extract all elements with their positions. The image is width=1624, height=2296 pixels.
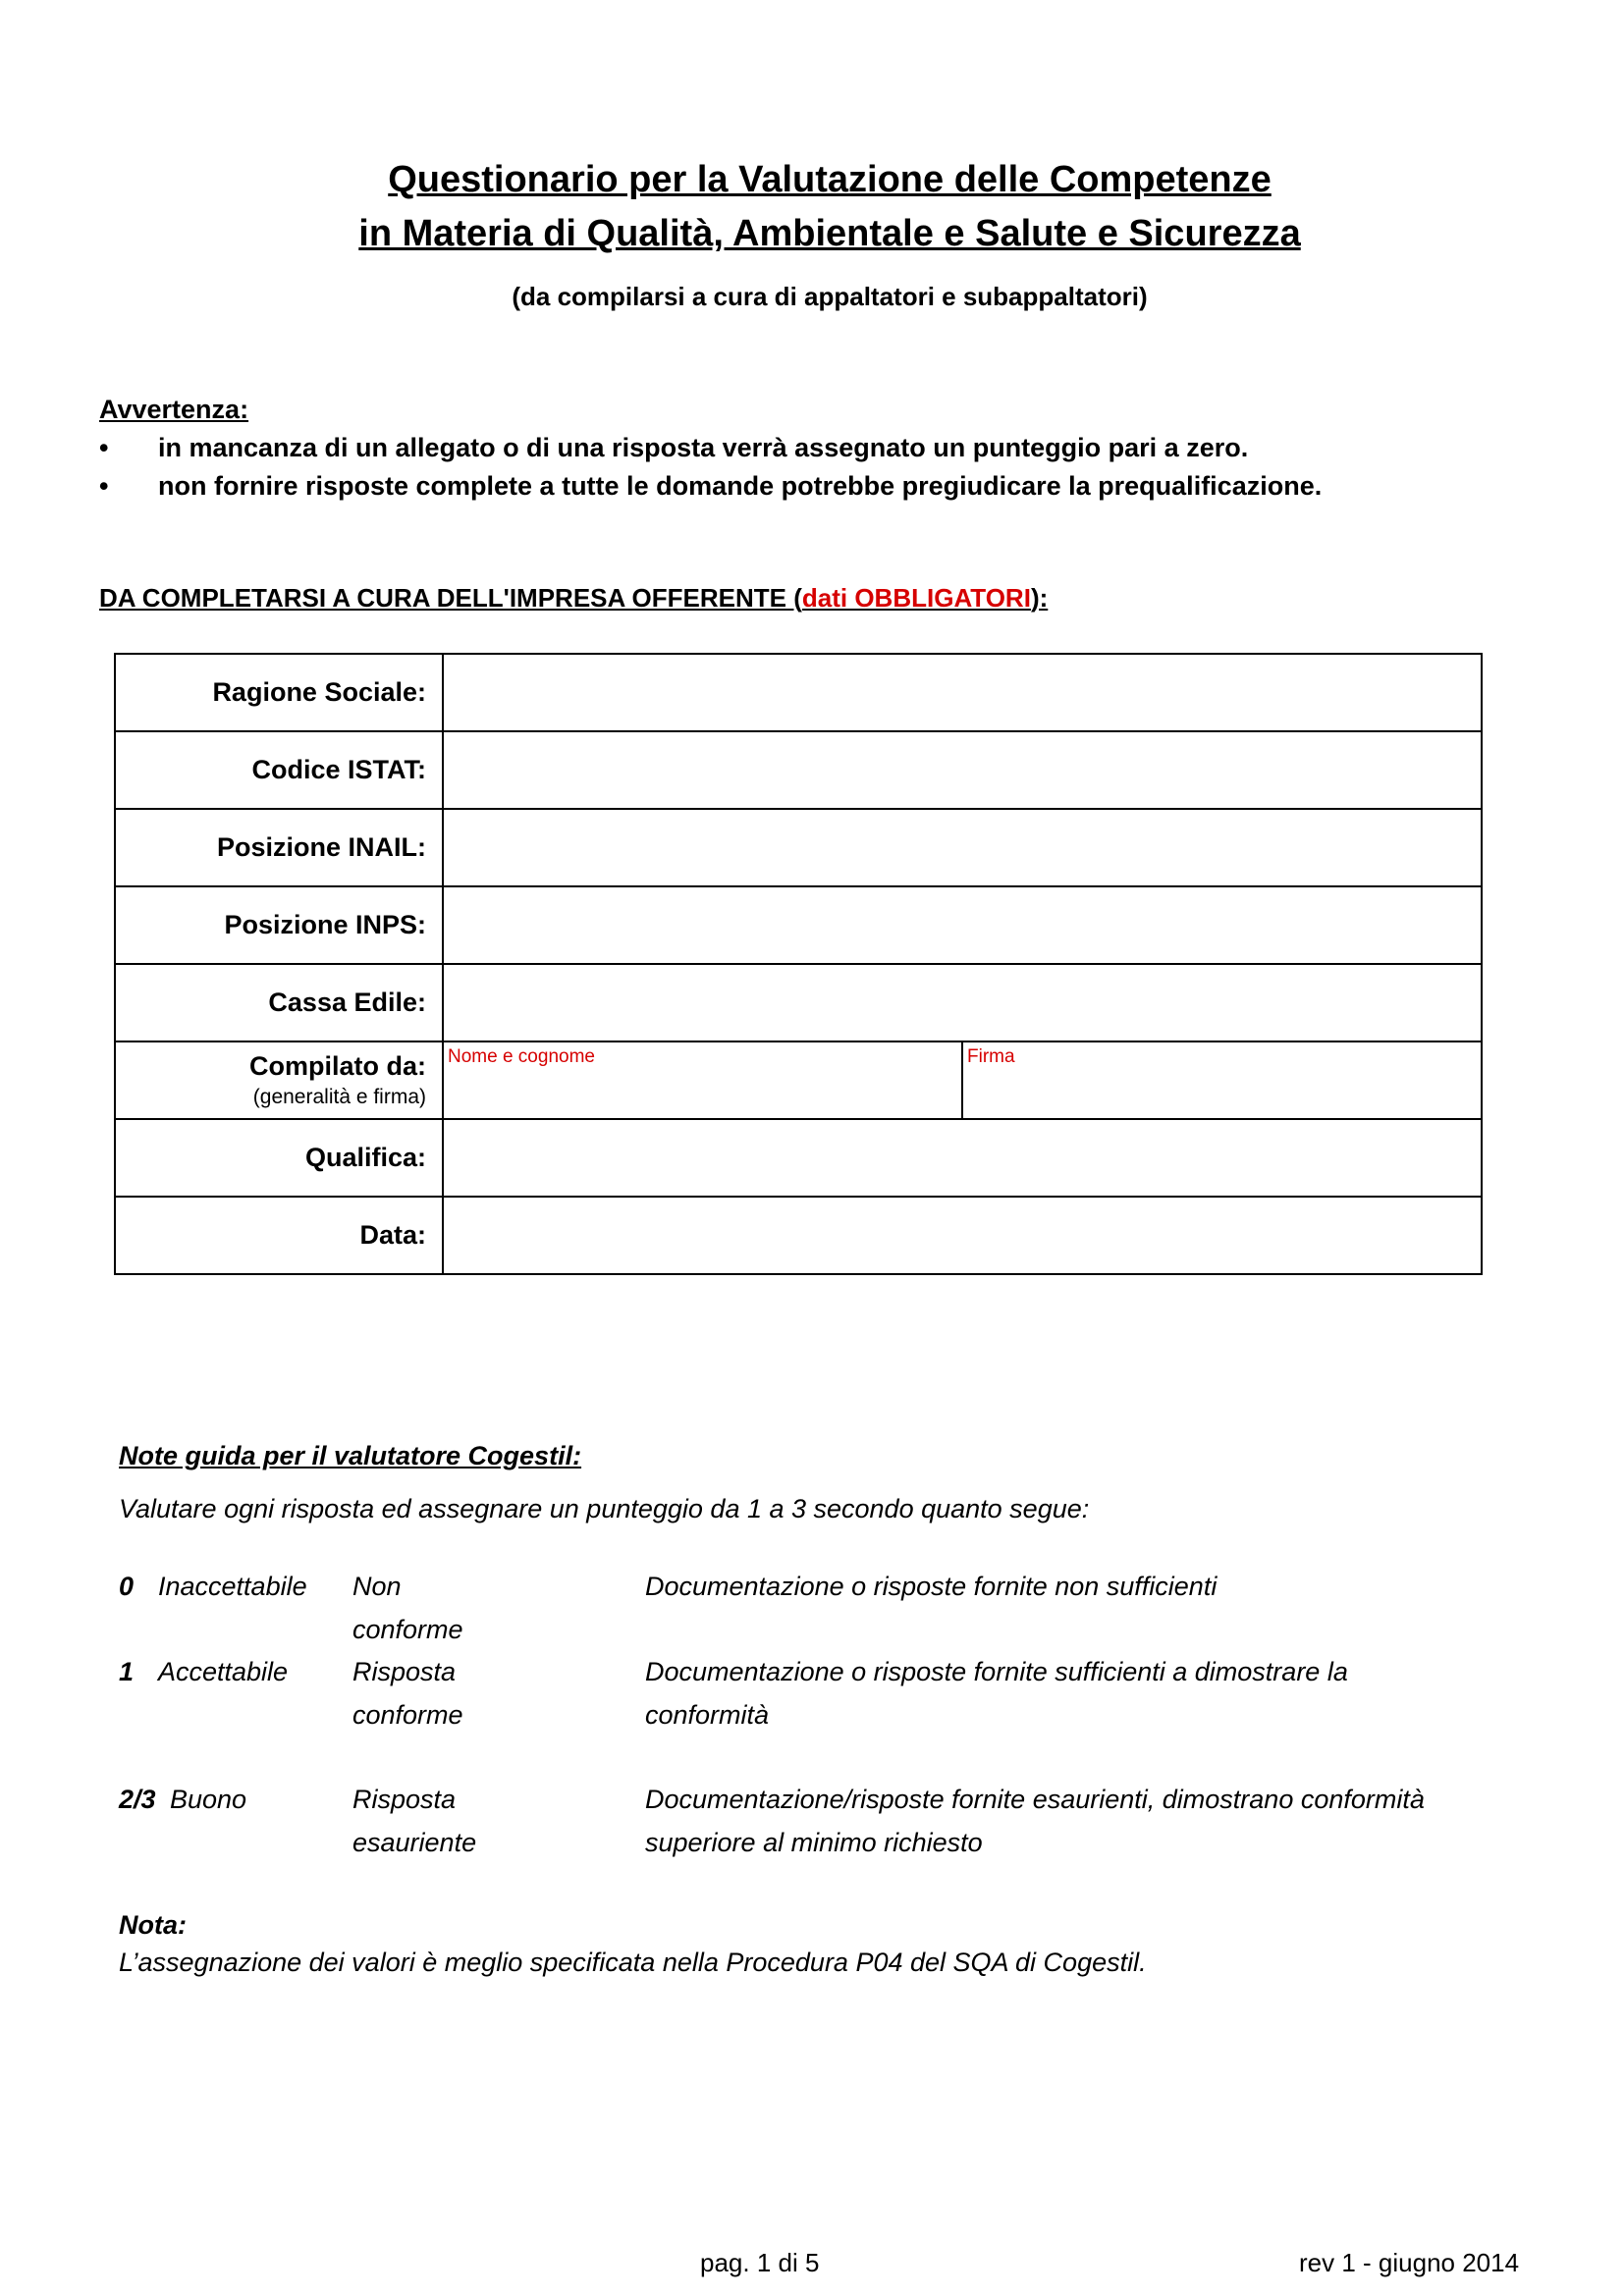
warning-item-text: in mancanza di un allegato o di una risposta verrà assegnato un punteggio pari a zero. xyxy=(158,433,1249,462)
revision-label: rev 1 - giugno 2014 xyxy=(1299,2248,1520,2277)
scale-score: 2/3 xyxy=(119,1785,156,1814)
form-label: Codice ISTAT: xyxy=(115,731,443,809)
scale-description: Documentazione/risposte fornite esaurienti, dimostrano conformità superiore al minimo richiesto xyxy=(645,1785,1425,1857)
scale-response: Risposta conforme xyxy=(352,1657,463,1730)
document-subtitle: (da compilarsi a cura di appaltatori e subappaltatori) xyxy=(512,282,1148,311)
scale-description: Documentazione o risposte fornite non sufficienti xyxy=(645,1572,1218,1601)
form-row-compilato-da xyxy=(115,1041,1482,1119)
section-heading-prefix: DA COMPLETARSI A CURA DELL'IMPRESA OFFERENTE ( xyxy=(99,583,802,613)
form-row-ragione-sociale xyxy=(115,654,1482,731)
nome-cognome-hint: Nome e cognome xyxy=(448,1046,595,1067)
scale-score: 1 xyxy=(119,1657,135,1686)
form-label: Cassa Edile: xyxy=(115,964,443,1041)
form-row-posizione-inail xyxy=(115,809,1482,886)
bullet-icon: • xyxy=(99,433,109,462)
compilato-da-sublabel: (generalità e firma) xyxy=(252,1086,426,1108)
data-field[interactable] xyxy=(443,1197,1482,1274)
guide-intro: Valutare ogni risposta ed assegnare un punteggio da 1 a 3 secondo quanto segue: xyxy=(119,1494,1090,1523)
cassa-edile-field[interactable] xyxy=(443,964,1482,1041)
form-label xyxy=(115,1041,443,1119)
scale-response: Non conforme xyxy=(352,1572,463,1644)
scale-response: Risposta esauriente xyxy=(352,1785,477,1857)
bullet-icon: • xyxy=(99,471,109,501)
form-label: Ragione Sociale: xyxy=(115,654,443,731)
nome-cognome-field[interactable] xyxy=(444,1042,961,1118)
form-row-data xyxy=(115,1197,1482,1274)
nota-text: L’assegnazione dei valori è meglio specificata nella Procedura P04 del SQA di Cogestil. xyxy=(119,1948,1147,1977)
form-row-codice-istat xyxy=(115,731,1482,809)
document-title-line2: in Materia di Qualità, Ambientale e Salute e Sicurezza xyxy=(358,213,1301,254)
warning-item xyxy=(99,471,1322,502)
scale-level: Buono xyxy=(170,1785,247,1814)
section-heading xyxy=(99,583,1048,614)
posizione-inps-field[interactable] xyxy=(443,886,1482,964)
scale-description: Documentazione o risposte fornite sufficienti a dimostrare la conformità xyxy=(645,1657,1348,1730)
form-row-posizione-inps xyxy=(115,886,1482,964)
nota-heading: Nota: xyxy=(119,1910,187,1940)
company-data-form xyxy=(114,653,1483,1275)
form-label: Data: xyxy=(115,1197,443,1274)
form-label: Posizione INPS: xyxy=(115,886,443,964)
scale-level: Accettabile xyxy=(158,1657,289,1686)
posizione-inail-field[interactable] xyxy=(443,809,1482,886)
section-heading-suffix: ): xyxy=(1030,583,1049,613)
qualifica-field[interactable] xyxy=(443,1119,1482,1197)
codice-istat-field[interactable] xyxy=(443,731,1482,809)
document-title-line1: Questionario per la Valutazione delle Competenze xyxy=(388,159,1272,200)
firma-field[interactable] xyxy=(961,1042,1481,1118)
form-label: Posizione INAIL: xyxy=(115,809,443,886)
warning-item-text: non fornire risposte complete a tutte le domande potrebbe pregiudicare la prequalificazione. xyxy=(158,471,1323,501)
warning-heading: Avvertenza: xyxy=(99,395,249,424)
guide-heading: Note guida per il valutatore Cogestil: xyxy=(119,1441,582,1470)
warning-item xyxy=(99,433,1248,463)
ragione-sociale-field[interactable] xyxy=(443,654,1482,731)
scale-score: 0 xyxy=(119,1572,135,1601)
compilato-da-label: Compilato da: xyxy=(249,1051,426,1081)
form-label: Qualifica: xyxy=(115,1119,443,1197)
page-number: pag. 1 di 5 xyxy=(700,2248,820,2277)
form-row-cassa-edile xyxy=(115,964,1482,1041)
scale-level: Inaccettabile xyxy=(158,1572,307,1601)
section-heading-mandatory: dati OBBLIGATORI xyxy=(801,583,1031,613)
compilato-da-fields xyxy=(443,1041,1482,1119)
firma-hint: Firma xyxy=(967,1046,1015,1067)
form-row-qualifica xyxy=(115,1119,1482,1197)
